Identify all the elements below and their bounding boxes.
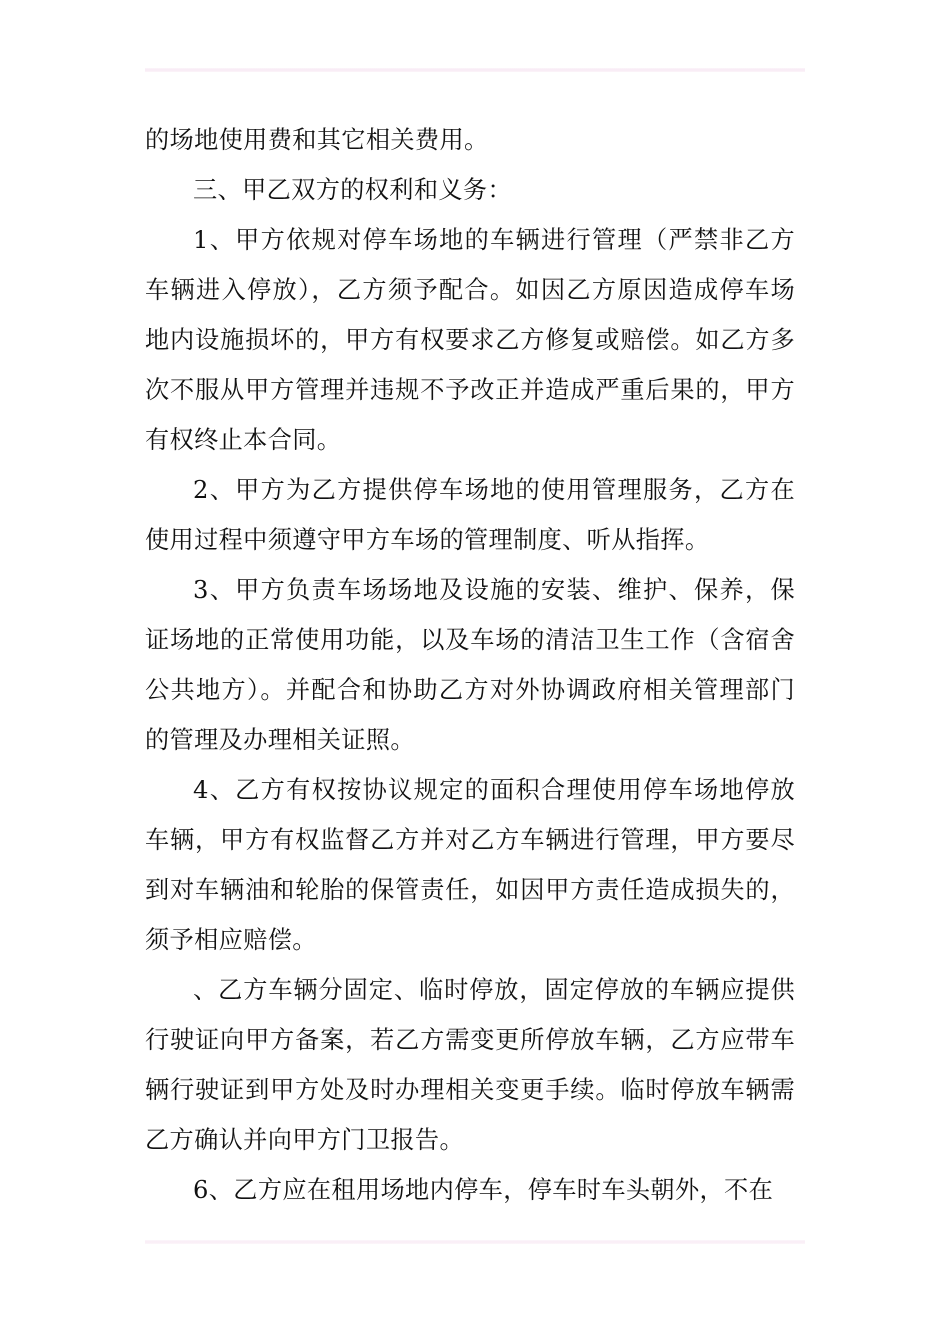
clause-6: 6、乙方应在租用场地内停车，停车时车头朝外，不在	[193, 1176, 774, 1204]
header-rule	[145, 68, 805, 72]
clause-3: 3、甲方负责车场场地及设施的安装、维护、保养，保证场地的正常使用功能，以及车场的清洁卫生工作（含宿舍公共地方）。并配合和协助乙方对外协调政府相关管理部门的管理及办理相关证照。	[145, 576, 795, 754]
section-heading: 三、甲乙双方的权利和义务：	[193, 176, 512, 204]
clause-4: 4、乙方有权按协议规定的面积合理使用停车场地停放车辆，甲方有权监督乙方并对乙方车辆进行管理，甲方要尽到对车辆油和轮胎的保管责任，如因甲方责任造成损失的，须予相应赔偿。	[145, 776, 795, 954]
document-body	[145, 115, 795, 1215]
paragraph-continuation: 的场地使用费和其它相关费用。	[145, 126, 489, 154]
clause-5: 、乙方车辆分固定、临时停放，固定停放的车辆应提供行驶证向甲方备案，若乙方需变更所停放车辆，乙方应带车辆行驶证到甲方处及时办理相关变更手续。临时停放车辆需乙方确认并向甲方门卫报告。	[145, 976, 795, 1154]
footer-rule	[145, 1240, 805, 1244]
clause-2: 2、甲方为乙方提供停车场地的使用管理服务，乙方在使用过程中须遵守甲方车场的管理制度、听从指挥。	[145, 476, 795, 554]
clause-1: 1、甲方依规对停车场地的车辆进行管理（严禁非乙方车辆进入停放），乙方须予配合。如因乙方原因造成停车场地内设施损坏的，甲方有权要求乙方修复或赔偿。如乙方多次不服从甲方管理并违规不予改正并造成严重后果的，甲方有权终止本合同。	[145, 226, 795, 454]
